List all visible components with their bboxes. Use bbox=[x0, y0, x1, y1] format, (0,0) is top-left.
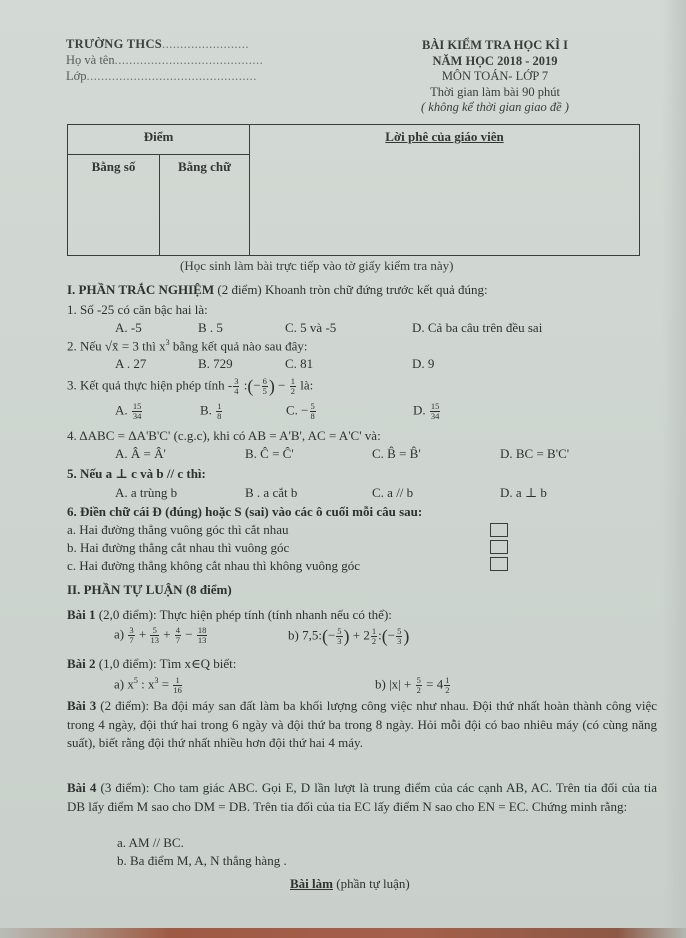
q1-text: 1. Số -25 có căn bậc hai là: bbox=[67, 302, 208, 317]
bai1-label: Bài 1 bbox=[67, 607, 96, 622]
q5-option-a[interactable]: A. a trùng b bbox=[115, 485, 178, 500]
score-words-cell[interactable] bbox=[160, 155, 250, 256]
part2-title: II. PHẦN TỰ LUẬN (8 điểm) bbox=[67, 582, 232, 597]
name-fill-line[interactable]: ......................................... bbox=[114, 53, 264, 67]
bai4-part-a: a. AM // BC. bbox=[117, 835, 184, 850]
subject: MÔN TOÁN- LỚP 7 bbox=[441, 69, 549, 83]
exam-title: BÀI KIỂM TRA HỌC KÌ I bbox=[422, 38, 568, 52]
q6-item-a: a. Hai đường thẳng vuông góc thì cắt nhau bbox=[67, 522, 289, 537]
q4-option-d[interactable]: D. BC = B'C' bbox=[500, 446, 570, 461]
school-label: TRƯỜNG THCS bbox=[66, 37, 163, 51]
score-number-cell[interactable] bbox=[68, 155, 160, 256]
teacher-comment-label: Lời phê của giáo viên bbox=[385, 129, 504, 144]
q6-item-b: b. Hai đường thẳng cắt nhau thì vuông góc bbox=[67, 540, 290, 555]
score-number-label: Bằng số bbox=[91, 159, 136, 174]
q2-middle: = 3 thì x bbox=[118, 338, 166, 354]
q2-option-b[interactable]: B. 729 bbox=[198, 356, 233, 371]
q2-option-d[interactable]: D. 9 bbox=[412, 356, 435, 371]
exam-title-block bbox=[380, 38, 610, 116]
q3-sign: - bbox=[227, 377, 233, 393]
q6-answer-box-a[interactable] bbox=[490, 523, 508, 537]
bai1-heading bbox=[67, 607, 392, 623]
bai2-a-expression: a) $x^5$ : $x^3$ = $\frac{1}{16}$ bbox=[114, 675, 182, 695]
bai1-a-expression: a) $\frac{3}{7}$ + $\frac{5}{13}$ + $\frac{4}{7}$ − $\frac{18}{13}$ bbox=[114, 625, 207, 645]
bai3-label: Bài 3 bbox=[67, 698, 97, 713]
part1-instruction: (2 điểm) Khoanh tròn chữ đứng trước kết quả đúng: bbox=[217, 282, 488, 297]
sqrt-x: √x̄ bbox=[104, 338, 119, 354]
bai4-paragraph bbox=[67, 779, 657, 816]
student-info-block bbox=[66, 36, 263, 84]
q2-text bbox=[67, 338, 308, 354]
duration: Thời gian làm bài 90 phút bbox=[430, 84, 560, 99]
school-year: NĂM HỌC 2018 - 2019 bbox=[432, 53, 558, 68]
q3-prefix: 3. Kết quả thực hiện phép tính bbox=[67, 377, 228, 393]
q4-option-b[interactable]: B. Ĉ = Ĉ' bbox=[245, 446, 294, 461]
bai3-text: (2 điểm): Ba đội máy san đất làm ba khối lượng công việc như nhau. Đội thứ nhất hoàn thành công việc trong 4 ngày, đội thứ hai trong 6 ngày và đội thứ ba trong 8 ngày. Hỏi mỗi đội có bao nhiêu máy (có cùng năng suất), biết rằng đội thứ nhất nhiều hơn đội thứ hai 4 máy. bbox=[67, 698, 657, 750]
q2-suffix: bằng kết quả nào sau đây: bbox=[169, 338, 308, 354]
q3-text: 3. Kết quả thực hiện phép tính - $\frac{3}{4}$ :(− $\frac{6}{5}$ ) − $\frac{1}{2}$ là: bbox=[67, 376, 314, 396]
class-fill-line[interactable]: ............................................... bbox=[86, 69, 257, 83]
bai2-text: (1,0 điểm): Tìm x∈Q biết: bbox=[95, 656, 237, 671]
q1-option-a[interactable]: A. -5 bbox=[115, 320, 142, 335]
q2-prefix: 2. Nếu bbox=[67, 338, 105, 354]
instruction-note: (Học sinh làm bài trực tiếp vào tờ giấy kiểm tra này) bbox=[180, 258, 454, 273]
school-fill-line[interactable]: ........................ bbox=[162, 37, 250, 51]
q3-op: : bbox=[243, 377, 248, 393]
bai2-b-expression: b) |x| + $\frac{5}{2}$ = 4 $\frac{1}{2}$ bbox=[375, 675, 450, 695]
teacher-comment-cell[interactable] bbox=[250, 125, 640, 256]
q1-option-b[interactable]: B . 5 bbox=[198, 320, 223, 335]
q6-item-c: c. Hai đường thẳng không cắt nhau thì không vuông góc bbox=[67, 558, 361, 573]
q5-text: 5. Nếu a ⊥ c và b // c thì: bbox=[67, 466, 206, 481]
q4-text: 4. ΔABC = ΔA'B'C' (c.g.c), khi có AB = A'B', AC = A'C' và: bbox=[67, 428, 381, 443]
q3-option-a[interactable]: A. $\frac{15}{34}$ bbox=[115, 401, 142, 421]
q3-suffix: là: bbox=[300, 377, 314, 393]
answer-heading-suffix: (phần tự luận) bbox=[332, 876, 410, 891]
table-surface bbox=[0, 928, 686, 938]
q2-exponent: 3 bbox=[165, 338, 170, 347]
bai3-paragraph bbox=[67, 697, 657, 753]
paper-edge-shadow bbox=[662, 0, 686, 932]
bai2-heading bbox=[67, 656, 236, 672]
score-header: Điểm bbox=[68, 125, 250, 155]
score-words-label: Bằng chữ bbox=[178, 159, 231, 174]
bai4-label: Bài 4 bbox=[67, 780, 97, 795]
q6-text: 6. Điền chữ cái Đ (đúng) hoặc S (sai) vào các ô cuối mỗi câu sau: bbox=[67, 504, 423, 519]
q5-option-d[interactable]: D. a ⊥ b bbox=[500, 485, 547, 500]
q2-option-a[interactable]: A . 27 bbox=[115, 356, 147, 371]
bai1-text: (2,0 điểm): Thực hiện phép tính (tính nhanh nếu có thể): bbox=[95, 607, 392, 622]
q3-option-b[interactable]: B. $\frac{1}{8}$ bbox=[200, 401, 222, 421]
q1-option-c[interactable]: C. 5 và -5 bbox=[285, 320, 337, 335]
q3-sign: − bbox=[253, 377, 261, 393]
duration-note: ( không kể thời gian giao đề ) bbox=[421, 100, 569, 114]
bai1-b-expression: b) 7,5:(− $\frac{5}{3}$ ) + 2 $\frac{1}{2}$ :(− $\frac{5}{3}$ ) bbox=[288, 626, 410, 646]
name-label: Họ và tên bbox=[66, 53, 115, 67]
q6-answer-box-b[interactable] bbox=[490, 540, 508, 554]
q6-answer-box-c[interactable] bbox=[490, 557, 508, 571]
bai4-part-b: b. Ba điểm M, A, N thẳng hàng . bbox=[117, 853, 287, 868]
bai2-label: Bài 2 bbox=[67, 656, 96, 671]
q4-option-a[interactable]: A. Â = Â' bbox=[115, 446, 166, 461]
score-table bbox=[67, 124, 640, 256]
part1-title: I. PHẦN TRẮC NGHIỆM bbox=[67, 282, 215, 297]
q5-option-b[interactable]: B . a cắt b bbox=[245, 485, 298, 500]
part1-heading bbox=[67, 282, 488, 298]
fraction: $\frac{1}{2}$ bbox=[290, 376, 295, 396]
q2-option-c[interactable]: C. 81 bbox=[285, 356, 314, 371]
q3-op: − bbox=[278, 377, 286, 393]
class-label: Lớp bbox=[66, 69, 87, 83]
q1-option-d[interactable]: D. Cả ba câu trên đều sai bbox=[412, 320, 543, 335]
q5-option-c[interactable]: C. a // b bbox=[372, 485, 414, 500]
q3-option-c[interactable]: C. − $\frac{5}{8}$ bbox=[286, 401, 315, 421]
answer-heading bbox=[290, 876, 410, 892]
fraction: $\frac{6}{5}$ bbox=[262, 376, 267, 396]
bai4-text: (3 điểm): Cho tam giác ABC. Gọi E, D lần lượt là trung điểm của các cạnh AB, AC. Trên tia đối của tia DB lấy điểm M sao cho DM = DB. Trên tia đối của tia EC lấy điểm N sao cho EN = EC. Chứng minh rằng: bbox=[67, 780, 657, 814]
q4-option-c[interactable]: C. B̂ = B̂' bbox=[372, 446, 421, 461]
answer-heading-label: Bài làm bbox=[290, 876, 333, 891]
q3-option-d[interactable]: D. $\frac{15}{34}$ bbox=[413, 401, 440, 421]
fraction: $\frac{3}{4}$ bbox=[234, 376, 239, 396]
